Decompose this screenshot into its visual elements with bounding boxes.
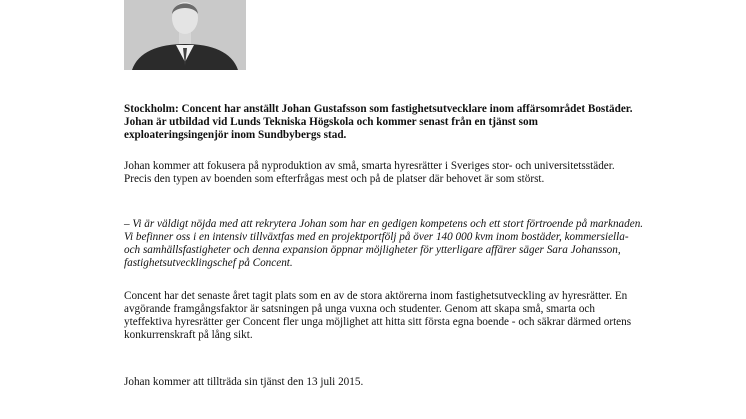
portrait-photo xyxy=(124,0,246,70)
quote-paragraph: – Vi är väldigt nöjda med att rekrytera Johan som har en gedigen kompetens och ett stort förtroende på marknaden. Vi befinner oss i en intensiv tillväxtfas med en projektportfölj på över 140 000 kvm inom bostäder, kommersiella- och samhällsfastigheter och denna expansion öppnar möjligheter för ytterligare affärer säger Sara Johansson, fastighetsutvecklingschef på Concent. xyxy=(124,218,644,269)
body-paragraph-market: Concent har det senaste året tagit plats som en av de stora aktörerna inom fastighetsutveckling av hyresrätter. En avgörande framgångsfaktor är satsningen på unga vuxna och studenter. Genom att skapa små, smarta och yteffektiva hyresrätter ger Concent fler unga möjlighet att hitta sitt första egna boende - och säkrar därmed ortens konkurrenskraft på lång sikt. xyxy=(124,290,632,341)
body-paragraph-focus: Johan kommer att fokusera på nyproduktion av små, smarta hyresrätter i Sveriges stor- och universitetsstäder. Precis den typen av boenden som efterfrågas mest och på de platser där behovet är som störst. xyxy=(124,160,615,185)
closing-paragraph: Johan kommer att tillträda sin tjänst den 13 juli 2015. xyxy=(124,376,364,388)
lede-paragraph: Stockholm: Concent har anställt Johan Gustafsson som fastighetsutvecklare inom affärsområdet Bostäder. Johan är utbildad vid Lunds Tekniska Högskola och kommer senast från en tjänst som exploateringsingenjör inom Sundbybergs stad. xyxy=(124,103,633,141)
